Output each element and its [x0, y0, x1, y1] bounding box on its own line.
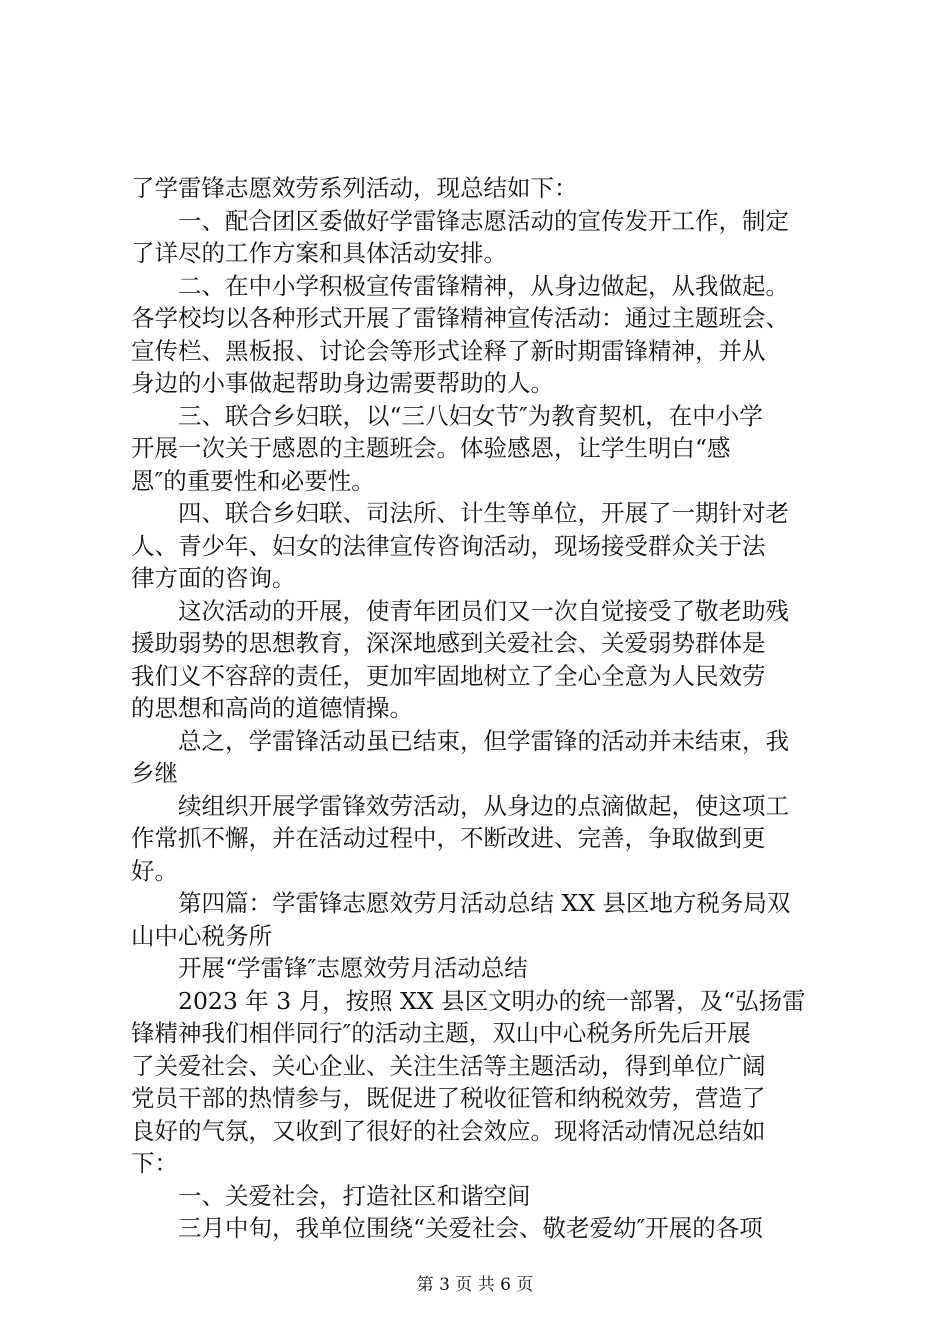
text-line: 锋精神我们相伴同行″的活动主题，双山中心税务所先后开展 [131, 1019, 751, 1047]
text-line: 三、联合乡妇联，以“三八妇女节″为教育契机，在中小学 [178, 401, 763, 430]
text-line: 人、青少年、妇女的法律宣传咨询活动，现场接受群众关于法 [131, 531, 766, 560]
text-line: 四、联合乡妇联、司法所、计生等单位，开展了一期针对老 [178, 499, 789, 527]
text-line: 宣传栏、黑板报、讨论会等形式诠释了新时期雷锋精神，并从 [131, 336, 766, 365]
text-line: 了详尽的工作方案和具体活动安排。 [131, 239, 507, 267]
text-line: 律方面的咨询。 [131, 564, 296, 592]
text-line: 了学雷锋志愿效劳系列活动，现总结如下： [131, 174, 578, 202]
text-line: 良好的气氛，又收到了很好的社会效应。现将活动情况总结如 [131, 1116, 766, 1145]
text-line: 各学校均以各种形式开展了雷锋精神宣传活动：通过主题班会、 [131, 304, 789, 332]
text-line: 一、关爱社会，打造社区和谐空间 [178, 1181, 531, 1210]
text-line: 续组织开展学雷锋效劳活动，从身边的点滴做起，使这项工 [178, 791, 789, 820]
text-line: 作常抓不懈，并在活动过程中，不断改进、完善，争取做到更 [131, 824, 766, 852]
text-line: 党员干部的热情参与，既促进了税收征管和纳税效劳，营造了 [131, 1084, 766, 1112]
text-line: 第四篇：学雷锋志愿效劳月活动总结 XX 县区地方税务局双 [178, 889, 791, 917]
text-line: 三月中旬，我单位围绕“关爱社会、敬老爱幼″开展的各项 [178, 1214, 763, 1242]
text-line: 恩″的重要性和必要性。 [131, 466, 375, 495]
text-line: 了关爱社会、关心企业、关注生活等主题活动，得到单位广阔 [131, 1051, 766, 1080]
text-line: 2023 年 3 月，按照 XX 县区文明办的统一部署，及“弘扬雷 [178, 986, 806, 1015]
text-line: 下： [131, 1149, 178, 1177]
text-line: 开展“学雷锋″志愿效劳月活动总结 [178, 954, 528, 982]
text-line: 的思想和高尚的道德情操。 [131, 694, 413, 722]
text-line: 二、在中小学积极宣传雷锋精神，从身边做起，从我做起。 [178, 271, 789, 300]
document-body [131, 172, 831, 1245]
text-line: 援助弱势的思想教育，深深地感到关爱社会、关爱弱势群体是 [131, 629, 766, 657]
text-line: 好。 [131, 856, 178, 885]
text-line: 山中心税务所 [131, 921, 272, 950]
text-line: 我们义不容辞的责任，更加牢固地树立了全心全意为人民效劳 [131, 661, 766, 690]
text-line: 身边的小事做起帮助身边需要帮助的人。 [131, 369, 554, 397]
page-footer: 第 3 页 共 6 页 [416, 1275, 534, 1295]
text-line: 开展一次关于感恩的主题班会。体验感恩，让学生明白“感 [131, 434, 731, 462]
text-line: 这次活动的开展，使青年团员们又一次自觉接受了敬老助残 [178, 596, 789, 625]
text-line: 一、配合团区委做好学雷锋志愿活动的宣传发开工作，制定 [178, 206, 789, 235]
text-line: 总之，学雷锋活动虽已结束，但学雷锋的活动并未结束，我 [178, 726, 789, 755]
text-line: 乡继 [131, 759, 178, 787]
